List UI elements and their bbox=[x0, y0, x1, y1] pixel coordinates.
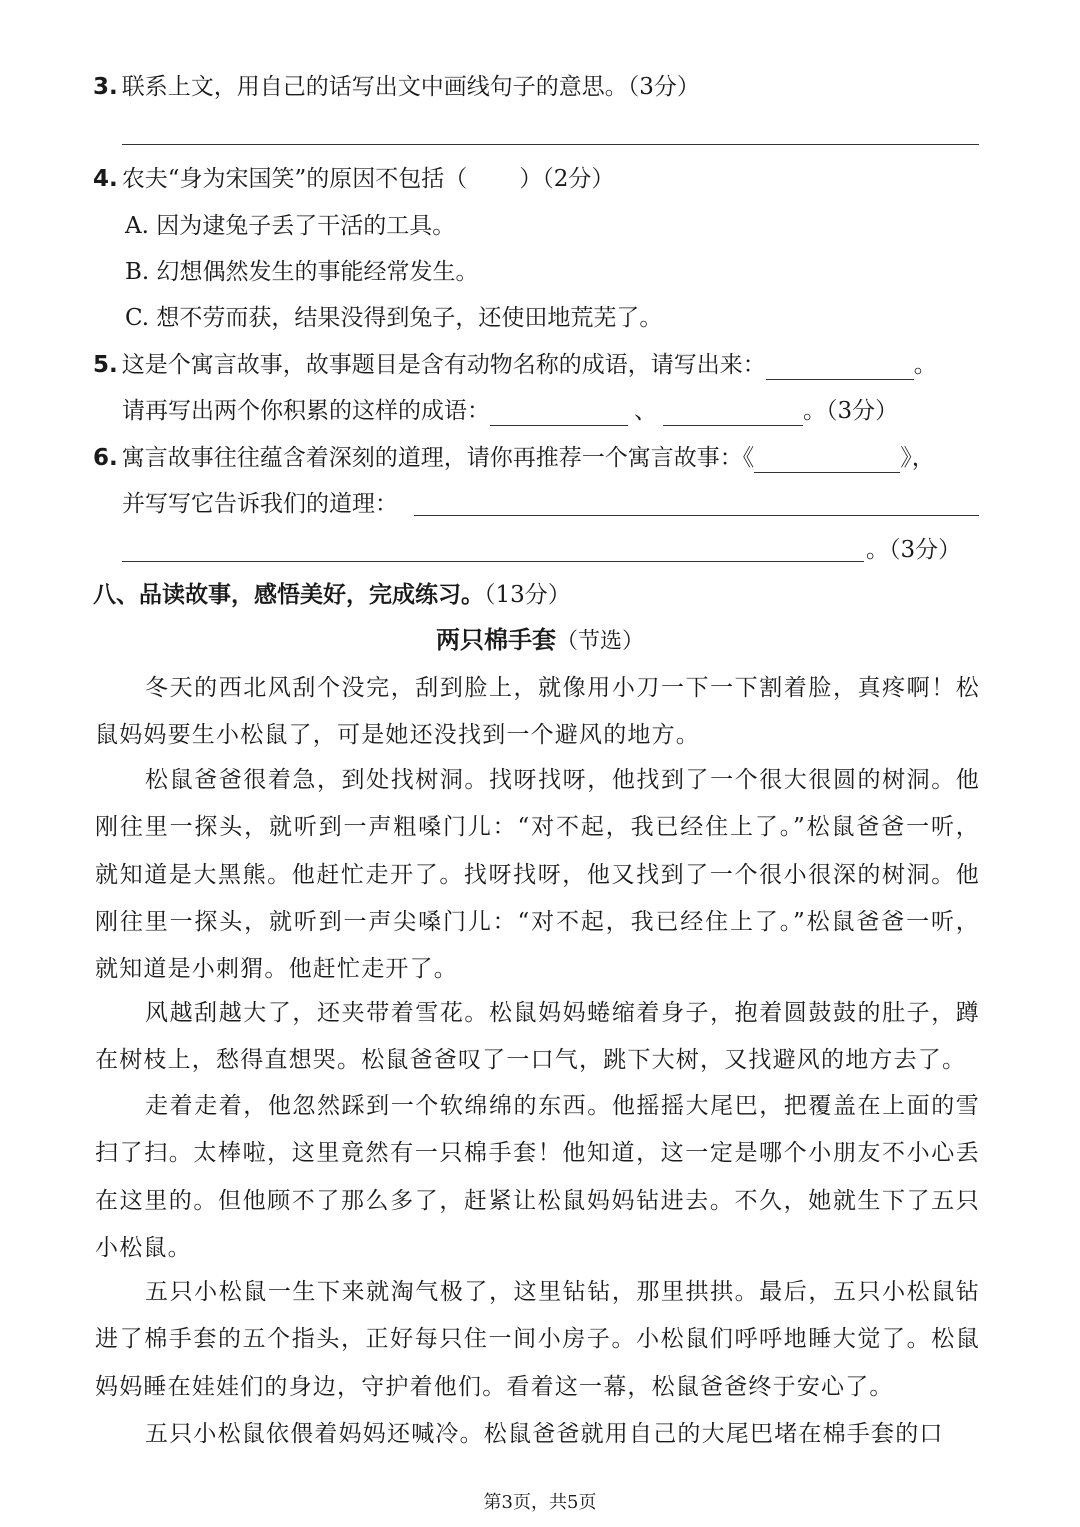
question-number: 4. bbox=[93, 166, 118, 192]
question-text: 请再写出两个你积累的这样的成语： bbox=[122, 398, 490, 424]
punctuation: 》， bbox=[900, 445, 935, 471]
question-score: ）（2分） bbox=[519, 166, 615, 192]
story-title bbox=[0, 622, 1080, 660]
question-score: 。（3分） bbox=[803, 398, 899, 424]
answer-blank-idiom-2[interactable] bbox=[663, 401, 803, 426]
story-paragraph: 五只小松鼠依偎着妈妈还喊冷。松鼠爸爸就用自己的大尾巴堵在棉手套的口 bbox=[145, 1421, 944, 1447]
answer-line-q3[interactable] bbox=[122, 144, 979, 145]
question-6-line-2 bbox=[122, 489, 398, 519]
question-score: 。（3分） bbox=[866, 537, 962, 563]
page-footer: 第3页，共5页 bbox=[483, 1492, 597, 1513]
question-4 bbox=[93, 164, 614, 194]
question-number: 5. bbox=[93, 352, 118, 378]
question-number: 3. bbox=[93, 74, 118, 100]
story-paragraph: 走着走着，他忽然踩到一个软绵绵的东西。他摇摇大尾巴，把覆盖在上面的雪扫了扫。太棒啦，这里竟然有一只棉手套！他知道，这一定是哪个小朋友不小心丢在这里的。但他顾不了那么多了，赶紧让松鼠妈妈钻进去。不久，她就生下了五只小松鼠。 bbox=[95, 1093, 980, 1261]
answer-line-q6-2[interactable] bbox=[122, 561, 864, 562]
separator: 、 bbox=[634, 398, 657, 424]
answer-blank-fable[interactable] bbox=[754, 448, 900, 473]
story-paragraph: 五只小松鼠一生下来就淘气极了，这里钻钻，那里拱拱。最后，五只小松鼠钻进了棉手套的五个指头，正好每只住一间小房子。小松鼠们呼呼地睡大觉了。松鼠妈妈睡在娃娃们的身边，守护着他们。看着这一幕，松鼠爸爸终于安心了。 bbox=[95, 1279, 980, 1400]
question-text: 寓言故事往往蕴含着深刻的道理，请你再推荐一个寓言故事：《 bbox=[121, 445, 755, 471]
question-text: 并写写它告诉我们的道理： bbox=[122, 491, 398, 517]
option-a: A. 因为逮兔子丢了干活的工具。 bbox=[125, 213, 456, 239]
section-heading-text: 八、品读故事，感悟美好，完成练习。 bbox=[93, 582, 484, 608]
question-6-line-1 bbox=[93, 443, 935, 473]
option-c: C. 想不劳而获，结果没得到兔子，还使田地荒芜了。 bbox=[125, 305, 663, 331]
story-title-text: 两只棉手套 bbox=[435, 626, 556, 654]
answer-blank-idiom-1[interactable] bbox=[490, 401, 628, 426]
question-3 bbox=[93, 72, 700, 102]
answer-blank-idiom[interactable] bbox=[766, 355, 914, 380]
story-title-note: （节选） bbox=[555, 629, 644, 654]
question-5-line-1 bbox=[93, 350, 937, 380]
section-heading bbox=[93, 580, 571, 610]
punctuation: 。 bbox=[913, 352, 937, 378]
question-text: 农夫“身为宋国笑”的原因不包括（ bbox=[121, 166, 468, 192]
story-paragraph: 冬天的西北风刮个没完，刮到脸上，就像用小刀一下一下割着脸，真疼啊！松鼠妈妈要生小松鼠了，可是她还没找到一个避风的地方。 bbox=[95, 675, 980, 749]
question-number: 6. bbox=[93, 445, 118, 471]
question-5-line-2 bbox=[122, 396, 898, 426]
option-b: B. 幻想偶然发生的事能经常发生。 bbox=[125, 259, 479, 285]
answer-line-q6-1[interactable] bbox=[414, 515, 979, 516]
question-text: 联系上文，用自己的话写出文中画线句子的意思。（3分） bbox=[121, 74, 700, 100]
story-paragraph: 风越刮越大了，还夹带着雪花。松鼠妈妈蜷缩着身子，抱着圆鼓鼓的肚子，蹲在树枝上，愁得直想哭。松鼠爸爸叹了一口气，跳下大树，又找避风的地方去了。 bbox=[95, 1000, 980, 1074]
story-paragraph: 松鼠爸爸很着急，到处找树洞。找呀找呀，他找到了一个很大很圆的树洞。他刚往里一探头，就听到一声粗嗓门儿：“对不起，我已经住上了。”松鼠爸爸一听，就知道是大黑熊。他赶忙走开了。找呀找呀，他又找到了一个很小很深的树洞。他刚往里一探头，就听到一声尖嗓门儿：“对不起，我已经住上了。”松鼠爸爸一听，就知道是小刺猬。他赶忙走开了。 bbox=[95, 767, 980, 983]
section-score: （13分） bbox=[484, 582, 571, 608]
question-text: 这是个寓言故事，故事题目是含有动物名称的成语，请写出来： bbox=[121, 352, 766, 378]
